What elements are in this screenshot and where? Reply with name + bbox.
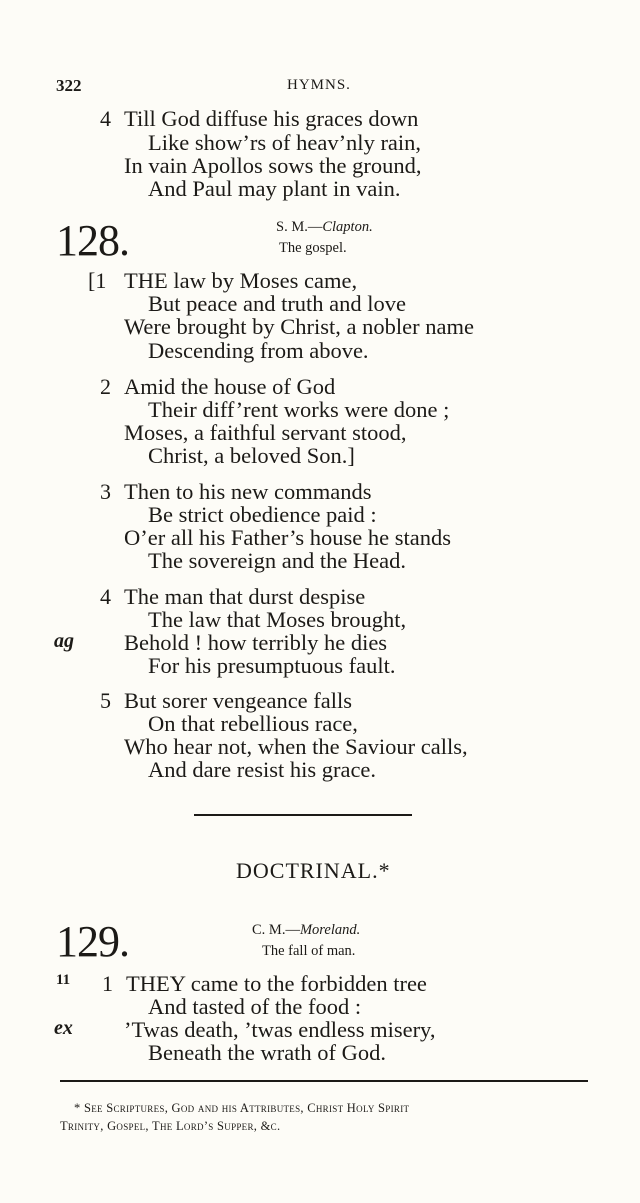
verse-line: For his presumptuous fault.: [148, 653, 396, 678]
footnote-line: Trinity, Gospel, The Lord’s Supper, &c.: [60, 1119, 281, 1133]
tune-name: Moreland.: [299, 922, 361, 938]
verse-line: But sorer vengeance falls: [124, 688, 353, 713]
verse-line: The man that durst despise: [124, 584, 366, 609]
verse-line: Amid the house of God: [124, 374, 336, 399]
hymn-subject: The gospel.: [279, 240, 347, 256]
verse-line: On that rebellious race,: [148, 711, 358, 736]
hymn-meter: [276, 219, 373, 236]
verse-line: And dare resist his grace.: [148, 757, 377, 782]
verse-number: 3: [100, 479, 111, 504]
section-divider: [194, 814, 412, 816]
verse-number: 1: [102, 971, 113, 996]
verse-line: Were brought by Christ, a nobler name: [124, 314, 474, 339]
footnote-rule: [60, 1080, 588, 1082]
verse-line: Moses, a faithful servant stood,: [124, 420, 407, 445]
verse-line: THEY came to the forbidden tree: [126, 971, 427, 996]
page-number: 322: [56, 76, 82, 95]
verse-line: O’er all his Father’s house he stands: [124, 525, 452, 550]
verse-line: Beneath the wrath of God.: [148, 1040, 387, 1065]
tune-name: Clapton.: [322, 219, 373, 235]
verse-number: 4: [100, 584, 111, 609]
verse-number: 2: [100, 374, 111, 399]
meter-label: S. M.—: [276, 219, 323, 235]
verse-number: 4: [100, 106, 111, 131]
verse-line: But peace and truth and love: [148, 291, 407, 316]
verse-line: THE law by Moses came,: [124, 268, 358, 293]
verse-line: The law that Moses brought,: [148, 607, 407, 632]
running-title: HYMNS.: [287, 77, 351, 93]
verse-line: And tasted of the food :: [148, 994, 362, 1019]
verse-line: ’Twas death, ’twas endless misery,: [124, 1017, 436, 1042]
hymn-number: 129.: [56, 917, 129, 966]
verse-line: Behold ! how terribly he dies: [124, 630, 388, 655]
verse-line: Their diff’rent works were done ;: [148, 397, 450, 422]
verse-line: Till God diffuse his graces down: [124, 106, 419, 131]
verse-line: Descending from above.: [148, 338, 369, 363]
meter-label: C. M.—: [252, 922, 300, 938]
margin-note: ex: [54, 1017, 73, 1039]
verse-line: Be strict obedience paid :: [148, 502, 377, 527]
verse-line: And Paul may plant in vain.: [148, 176, 401, 201]
verse-line: Then to his new commands: [124, 479, 372, 504]
footnote-line: * See Scriptures, God and his Attributes, Christ Holy Spirit: [74, 1101, 410, 1115]
section-heading: DOCTRINAL.*: [236, 858, 391, 883]
verse-number: 5: [100, 688, 111, 713]
hymn-number: 128.: [56, 216, 129, 265]
margin-note: ag: [54, 630, 74, 652]
verse-line: Who hear not, when the Saviour calls,: [124, 734, 468, 759]
verse-line: The sovereign and the Head.: [148, 548, 407, 573]
verse-number: [1: [88, 268, 107, 293]
hymn-subject: The fall of man.: [262, 943, 356, 959]
margin-mark: 11: [56, 972, 71, 988]
verse-line: Like show’rs of heav’nly rain,: [148, 130, 422, 155]
verse-line: Christ, a beloved Son.]: [148, 443, 355, 468]
verse-line: In vain Apollos sows the ground,: [124, 153, 422, 178]
hymn-meter: [252, 922, 360, 939]
